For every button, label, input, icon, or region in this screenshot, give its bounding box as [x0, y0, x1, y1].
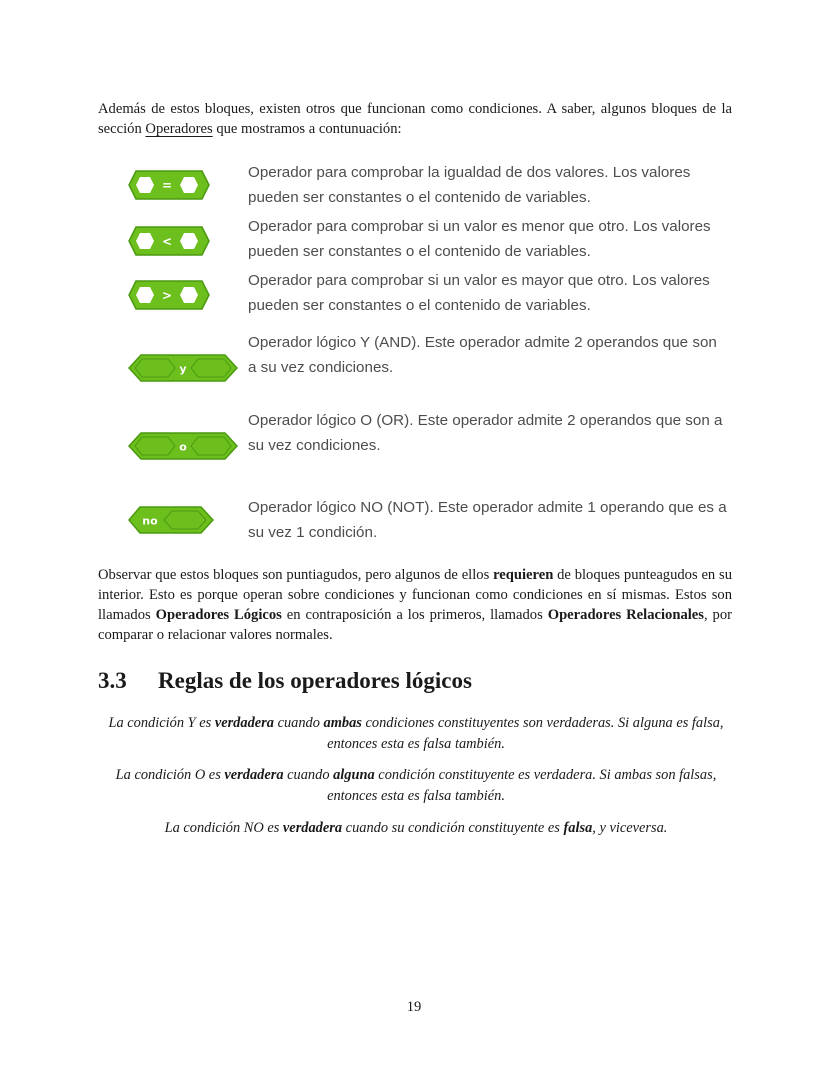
observation-paragraph: [98, 565, 732, 645]
greater-than-operator-block-icon: [128, 280, 210, 310]
block-description: Operador lógico O (OR). Este operador admite 2 operandos que son a su vez condiciones.: [248, 412, 723, 454]
observation-text: en contraposición a los primeros, llamados: [281, 607, 548, 623]
less-than-operator-block-icon: [128, 226, 210, 256]
rule-text: La condición NO es: [164, 820, 283, 836]
block-description: Operador para comprobar la igualdad de dos valores. Los valores pueden ser constantes o el contenido de variables.: [248, 164, 691, 206]
block-symbol: =: [161, 178, 173, 193]
rule-bold: verdadera: [282, 820, 343, 836]
rule-text: cuando su condición constituyente es: [342, 820, 564, 836]
block-symbol: y: [179, 362, 187, 376]
not-operator-block-icon: [128, 506, 214, 534]
block-description: Operador para comprobar si un valor es mayor que otro. Los valores pueden ser constantes o el contenido de variables.: [248, 272, 710, 314]
rule-bold: ambas: [323, 715, 362, 731]
observation-bold: Operadores Relacionales: [547, 607, 704, 623]
or-operator-block-icon: [128, 432, 238, 460]
section-heading: [98, 668, 472, 694]
intro-text-end: que mostramos a contunuación:: [212, 121, 402, 137]
observation-text: Observar que estos bloques son puntiagudos, pero algunos de ellos: [98, 567, 494, 583]
intro-paragraph: [98, 99, 732, 139]
block-description: Operador para comprobar si un valor es menor que otro. Los valores pueden ser constantes o el contenido de variables.: [248, 218, 711, 260]
observation-bold: requieren: [493, 567, 554, 583]
section-title: Reglas de los operadores lógicos: [158, 668, 472, 693]
rule-or: [104, 765, 728, 807]
rule-bold: alguna: [333, 767, 375, 783]
block-description: Operador lógico Y (AND). Este operador admite 2 operandos que son a su vez condiciones.: [248, 334, 717, 376]
observation-text: de bloques punteagudos en su interior. Esto es porque operan sobre condiciones y funcionan como condiciones en sí mismas. Estos son llamados: [98, 567, 733, 623]
section-number: 3.3: [98, 668, 127, 693]
observation-bold: Operadores Lógicos: [155, 607, 282, 623]
block-symbol: o: [179, 440, 187, 454]
intro-text: Además de estos bloques, existen otros que funcionan como condiciones. A saber, algunos bloques de la sección: [98, 101, 732, 137]
rule-text: , y viceversa.: [592, 820, 668, 836]
rule-bold: verdadera: [224, 767, 284, 783]
observation-text: , por comparar o relacionar valores normales.: [98, 607, 732, 643]
rule-text: La condición Y es: [108, 715, 215, 731]
rule-text: condiciones constituyentes son verdaderas. Si alguna es falsa, entonces esta es falsa también.: [327, 715, 724, 752]
rule-and: [104, 713, 728, 755]
rule-not: [104, 818, 728, 839]
block-symbol: no: [142, 514, 158, 528]
equal-operator-block-icon: [128, 170, 210, 200]
page-number: 19: [406, 999, 422, 1015]
rule-text: condición constituyente es verdadera. Si ambas son falsas, entonces esta es falsa también.: [327, 767, 717, 804]
block-symbol: >: [161, 288, 173, 303]
and-operator-block-icon: [128, 354, 238, 382]
block-symbol: <: [161, 234, 173, 249]
block-description: Operador lógico NO (NOT). Este operador admite 1 operando que es a su vez 1 condición.: [248, 499, 727, 541]
rule-text: La condición O es: [115, 767, 225, 783]
rule-text: cuando: [283, 767, 334, 783]
operadores-link: Operadores: [145, 121, 213, 137]
rule-bold: verdadera: [214, 715, 274, 731]
rule-bold: falsa: [563, 820, 593, 836]
rule-text: cuando: [273, 715, 324, 731]
